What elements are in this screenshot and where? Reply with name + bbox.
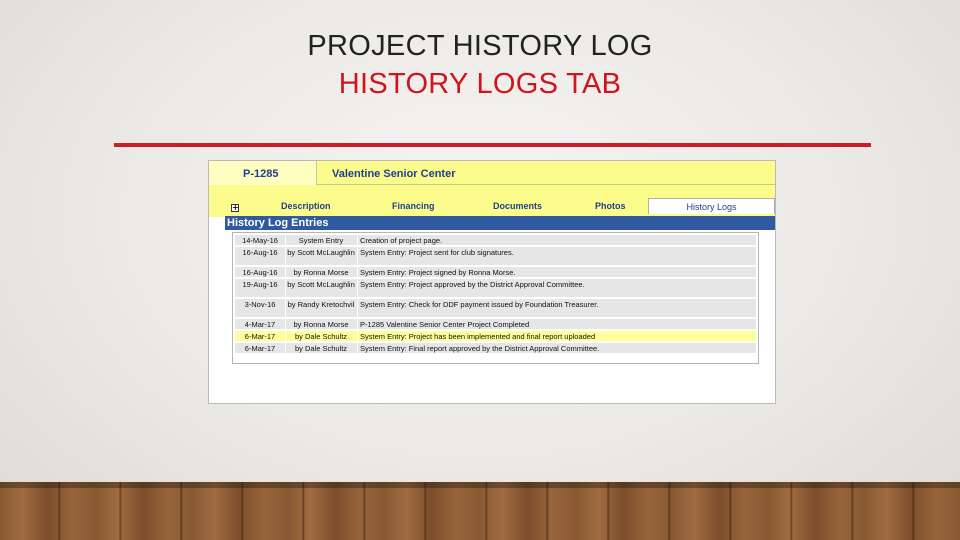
log-description: P-1285 Valentine Senior Center Project Completed (360, 320, 530, 329)
log-description: System Entry: Project has been implemented and final report uploaded (360, 332, 596, 341)
project-id-tab[interactable]: P-1285 (209, 161, 317, 185)
column-divider (285, 247, 286, 265)
history-log-table (232, 232, 759, 364)
column-divider (357, 319, 358, 329)
plus-box-icon[interactable]: + (232, 203, 239, 212)
column-divider (285, 343, 286, 353)
project-page-screenshot (208, 160, 776, 404)
column-divider (357, 279, 358, 297)
table-row[interactable] (235, 343, 756, 353)
floor-shadow (0, 482, 960, 488)
table-row[interactable] (235, 319, 756, 329)
table-row[interactable] (235, 247, 756, 265)
column-divider (357, 299, 358, 317)
wood-floor (0, 482, 960, 540)
table-row[interactable] (235, 267, 756, 277)
log-author: by Ronna Morse (293, 268, 349, 277)
column-divider (357, 247, 358, 265)
log-date: 19-Aug-16 (242, 280, 278, 289)
column-divider (285, 319, 286, 329)
table-row[interactable] (235, 299, 756, 317)
tab-description[interactable]: Description (281, 201, 331, 211)
log-date: 3-Nov-16 (244, 300, 276, 309)
tab-photos[interactable]: Photos (595, 201, 626, 211)
log-author: by Randy Kretochvil (287, 300, 355, 309)
column-divider (285, 299, 286, 317)
tab-financing[interactable]: Financing (392, 201, 435, 211)
table-row[interactable] (235, 235, 756, 245)
log-author: System Entry (298, 236, 344, 245)
log-author: by Scott McLaughlin (287, 280, 355, 289)
log-description: Creation of project page. (360, 236, 443, 245)
log-description: System Entry: Project approved by the District Approval Committee. (360, 280, 585, 289)
header-divider (317, 184, 776, 185)
log-author: by Dale Schultz (294, 332, 348, 341)
tab-history-logs[interactable]: History Logs (648, 198, 775, 214)
log-author: by Ronna Morse (293, 320, 349, 329)
column-divider (285, 235, 286, 245)
column-divider (357, 331, 358, 341)
table-row[interactable] (235, 331, 756, 341)
column-divider (285, 279, 286, 297)
slide-subtitle: HISTORY LOGS TAB (338, 68, 622, 100)
log-description: System Entry: Final report approved by the District Approval Committee. (360, 344, 600, 353)
project-name: Valentine Senior Center (332, 168, 456, 180)
log-date: 16-Aug-16 (242, 268, 278, 277)
log-description: System Entry: Project sent for club signatures. (360, 248, 514, 257)
column-divider (285, 267, 286, 277)
tab-documents[interactable]: Documents (493, 201, 543, 211)
log-author: by Scott McLaughlin (287, 248, 355, 257)
column-divider (357, 343, 358, 353)
log-description: System Entry: Project signed by Ronna Morse. (360, 268, 516, 277)
section-header: History Log Entries (225, 216, 775, 230)
log-date: 14-May-16 (242, 236, 278, 245)
table-row[interactable] (235, 279, 756, 297)
log-date: 16-Aug-16 (242, 248, 278, 257)
log-date: 6-Mar-17 (244, 344, 276, 353)
column-divider (285, 331, 286, 341)
column-divider (357, 235, 358, 245)
log-author: by Dale Schultz (294, 344, 348, 353)
title-divider (114, 143, 871, 147)
slide-title: PROJECT HISTORY LOG (307, 30, 653, 62)
log-date: 6-Mar-17 (244, 332, 276, 341)
column-divider (357, 267, 358, 277)
log-description: System Entry: Check for DDF payment issued by Foundation Treasurer. (360, 300, 599, 309)
log-date: 4-Mar-17 (244, 320, 276, 329)
